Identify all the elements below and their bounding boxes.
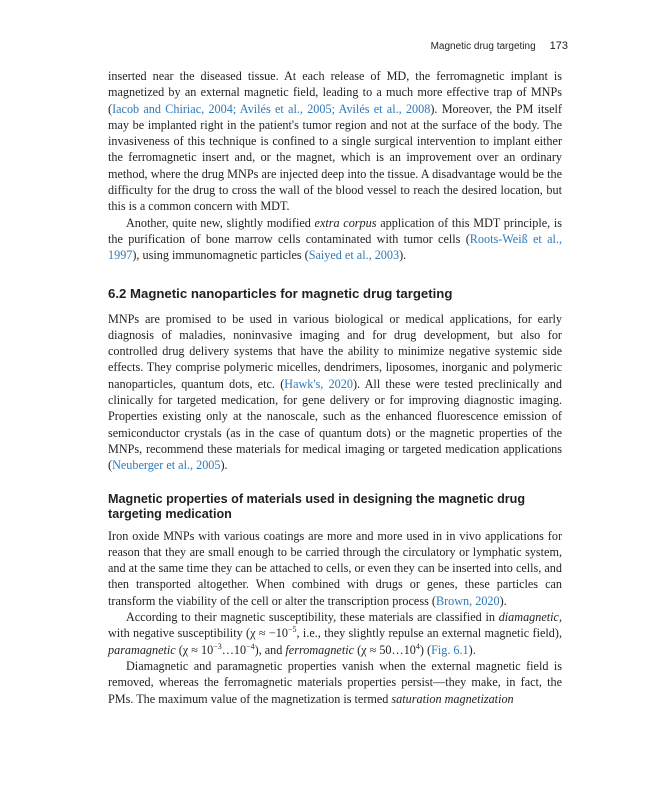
italic-term: ferromagnetic xyxy=(285,642,355,657)
citation-link[interactable]: Neuberger et al., 2005 xyxy=(112,458,221,473)
text: ), using immunomagnetic particles ( xyxy=(132,248,309,263)
text: ). xyxy=(499,593,507,608)
italic-term: saturation magnetization xyxy=(391,691,514,706)
text: , i.e., they slightly repulse an external magnetic field), xyxy=(296,626,562,641)
text: ). xyxy=(468,642,476,657)
superscript: −4 xyxy=(246,641,255,651)
running-header xyxy=(431,40,568,52)
citation-link[interactable]: Hawk's, 2020 xyxy=(284,376,353,391)
citation-link[interactable]: Brown, 2020 xyxy=(435,593,500,608)
text: MNPs are promised to be used in various biological or medical applications, for early diagnosis of maladies, noninvasive imaging and for drug development, but also for controlled drug delivery systems that have the ability to minimize negative systemic side effects. They comprise polymeric micelles, dendrimers, liposomes, inorganic and polymeric nanoparticles, quantum dots, etc. ( xyxy=(108,311,562,391)
text: Another, quite new, slightly modified xyxy=(126,215,315,230)
text: ) ( xyxy=(419,642,432,657)
citation-link[interactable]: Iacob and Chiriac, 2004; Avilés et al., 2005; Avilés et al., 2008 xyxy=(112,101,431,116)
running-title: Magnetic drug targeting xyxy=(430,41,536,52)
subsection-heading: Magnetic properties of materials used in designing the magnetic drug targeting medication xyxy=(108,491,526,521)
text: ), and xyxy=(254,642,286,657)
superscript: −5 xyxy=(287,625,297,635)
page-body xyxy=(108,68,562,707)
paragraph-4 xyxy=(108,528,562,609)
paragraph-1 xyxy=(108,68,562,215)
superscript: 4 xyxy=(415,641,420,651)
paragraph-6 xyxy=(108,658,562,707)
text: According to their magnetic susceptibility, these materials are classified in xyxy=(126,610,499,625)
text: …10 xyxy=(221,642,247,657)
section-heading: 6.2 Magnetic nanoparticles for magnetic drug targeting xyxy=(108,285,453,301)
paragraph-2 xyxy=(108,215,562,264)
text: (χ ≈ 10 xyxy=(175,642,214,657)
text: application of this MDT principle, is the purification of bone marrow cells contaminated with tumor cells ( xyxy=(108,215,563,246)
page-number: 173 xyxy=(549,40,568,52)
italic-term: extra corpus xyxy=(314,215,377,230)
citation-link[interactable]: Saiyed et al., 2003 xyxy=(308,248,400,263)
citation-link[interactable]: Roots-Weiß et al., 1997 xyxy=(108,231,562,263)
superscript: −3 xyxy=(213,641,222,651)
paragraph-3 xyxy=(108,311,562,474)
text: Diamagnetic and paramagnetic properties vanish when the external magnetic field is removed, whereas the ferromagnetic materials properties persist—they make, in fact, the PMs. The maximum value of the magnetization is termed xyxy=(108,658,562,706)
text: ). xyxy=(220,458,228,473)
text: ). All these were tested preclinically and clinically for targeted medication, for gene delivery or for improving diagnostic imaging. Properties existing only at the nanoscale, such as the enhanced fluorescence emission of semiconductor crystals (as in the case of quantum dots) or the magnetic properties of the MNPs, recommend these materials for medical imaging or targeted medication applications ( xyxy=(108,376,562,473)
text: (χ ≈ 50…10 xyxy=(354,642,416,657)
paragraph-5 xyxy=(108,609,562,658)
italic-term: paramagnetic xyxy=(108,642,176,657)
text: inserted near the diseased tissue. At each release of MD, the ferromagnetic implant is magnetized by an external magnetic field, leading to a much more effective trap of MNPs ( xyxy=(108,69,562,116)
text: Iron oxide MNPs with various coatings are more and more used in in vivo applications for reason that they are small enough to be carried through the circulatory or lymphatic system, and at the same time they can be attached to cells, or even they can be inserted into cells, and then transported altogether. When combined with drugs or genes, these particles can transform the viability of the cell or alter the transcription process ( xyxy=(108,528,562,608)
text: , with negative susceptibility (χ ≈ −10 xyxy=(108,610,562,641)
text: ). Moreover, the PM itself may be implanted right in the patient's tumor region and not at the surface of the body. The invasiveness of this technique is confined to a single surgical intervention to implant either the ferromagnetic insert and, or the magnet, which is an improvement over an ordinary method, where the drug MNPs are injected deep into the tissue. A disadvantage would be the difficulty for the drug to cross the wall of the blood vessel to reach the desired location, but this is a common concern with MDT. xyxy=(108,101,562,214)
italic-term: diamagnetic xyxy=(498,610,559,625)
figure-link[interactable]: Fig. 6.1 xyxy=(431,642,469,657)
text: ). xyxy=(399,248,407,263)
